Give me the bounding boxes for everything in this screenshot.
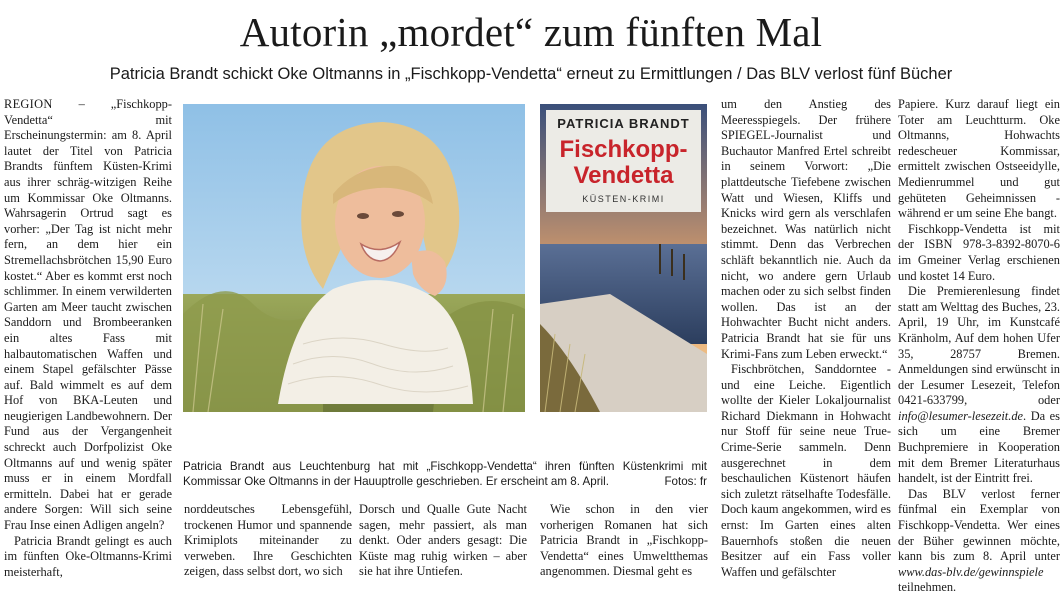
paragraph: Wie schon in den vier vorherigen Romanen hat sich Patricia Brandt in „Fischkopp-Vendetta“ eines Umweltthemas angenommen. Diesmal geht es	[540, 502, 708, 579]
dateline: REGION	[4, 97, 53, 111]
paragraph	[4, 97, 172, 534]
paragraph: Papiere. Kurz darauf liegt ein Toter am Leuchtturm. Oke Oltmanns, Hohwachts redescheuer Kommissar, ermittelt zwischen Ostseeidylle, Medienrummel und gut gehüteten Geheimnissen - während er um seine Ehe bangt.	[898, 97, 1060, 221]
paragraph-text: teilnehmen.	[898, 580, 957, 595]
cover-author: PATRICIA BRANDT	[557, 116, 690, 131]
contest-link[interactable]: www.das-blv.de/gewinnspiele	[898, 564, 1044, 579]
photo-caption	[183, 459, 707, 489]
paragraph	[898, 487, 1060, 596]
subheadline: Patricia Brandt schickt Oke Oltmanns in „Fischkopp-Vendetta“ erneut zu Ermittlungen / Das BLV verlost fünf Bücher	[109, 65, 953, 83]
book-cover	[540, 104, 707, 412]
email-link[interactable]: info@lesumer-lesezeit.de	[898, 408, 1024, 423]
paragraph-text: Das BLV verlost ferner fünfmal ein Exemplar von Fischkopp-Vendetta. Wer eines der Büher gewinnen möchte, kann bis zum 8. April unter	[898, 486, 1060, 564]
article-column-6	[898, 97, 1060, 595]
article-column-5	[721, 97, 891, 579]
photo-credit: Fotos: fr	[664, 475, 707, 488]
paragraph-text: Die Premierenlesung findet statt am Welttag des Buches, 23. April, 19 Uhr, im Kunstcafé Kränholm, Auf dem hohen Ufer 35, 28757 Bremen. Anmeldungen sind erwünscht in der Lesumer Lesezeit, Telefon 0421-633799, oder	[898, 284, 1060, 408]
caption-text: Patricia Brandt aus Leuchtenburg hat mit „Fischkopp-Vendetta“ ihren fünften Küstenkrimi mit Kommissar Oke Oltmanns in der Hauuptrolle geschrieben. Er erscheint am 8. April.	[183, 460, 707, 488]
cover-genre: KÜSTEN-KRIMI	[582, 194, 665, 204]
article-column-3	[359, 502, 527, 579]
paragraph: um den Anstieg des Meeresspiegels. Der frühere SPIEGEL-Journalist und Buchautor Manfred Ertel schreibt in seinem Vorwort: „Die plattdeutsche Tiefebene zwischen Watt und Wiesen, Kliffs und Knicks wird gern als verschlafen bezeichnet. Was natürlich nicht stimmt. Denn das Verbrechen schläft bekanntlich nie. Auch da nicht, wo andere gern Urlaub machen oder zu sich selbst finden wollen. Das ist an der Hohwachter Bucht nicht anders. Patricia Brandt hat sie für uns Krimi-Fans zum Leben erweckt.“	[721, 97, 891, 361]
article-column-2	[184, 502, 352, 579]
paragraph: norddeutsches Lebensgefühl, trockenen Humor und spannende Krimiplots miteinander zu verweben. Ihre Geschichten zeigen, dass selbst dort, wo sich	[184, 502, 352, 579]
paragraph: Fischkopp-Vendetta ist mit der ISBN 978-3-8392-8070-6 im Gmeiner Verlag erschienen und kostet 14 Euro.	[898, 221, 1060, 283]
article-column-1	[4, 97, 172, 579]
cover-title-line-2: Vendetta	[573, 162, 674, 189]
author-photo	[183, 104, 525, 412]
headline: Autorin „mordet“ zum fünften Mal	[239, 9, 823, 55]
paragraph: Patricia Brandt gelingt es auch im fünften Oke-Oltmanns-Krimi meisterhaft,	[4, 533, 172, 579]
paragraph	[898, 284, 1060, 487]
paragraph: Dorsch und Qualle Gute Nacht sagen, mehr passiert, als man denkt. Oder anders gesagt: Die Küste mag ruhig wirken – aber sie hat ihre Untiefen.	[359, 502, 527, 579]
paragraph: Fischbrötchen, Sanddorntee - und eine Leiche. Eigentlich wollte der Kieler Lokaljournalist Richard Diekmann in Hohwacht nur Stoff für seine neue True-Crime-Serie sammeln. Denn ausgerechnet in dem beschaulichen Küstenort häufen sich zuletzt rätselhafte Todesfälle. Doch kaum angekommen, wird es ernst: Im Garten eines alten Bauernhofs stoßen die neuen Besitzer auf ein Fass voller Waffen und gefälschter	[721, 362, 891, 579]
paragraph-text: – „Fischkopp-Vendetta“ mit Erscheinungstermin: am 8. April lautet der Titel von Patricia Brandts fünftem Küsten-Krimi aus ihrer schräg-witzigen Reihe um Kommissar Oke Oltmanns. Wahrsagerin Ortrud sagt es vorher: „Der Tag ist nicht mehr fern, an dem hier ein Stremellachsbrötchen 15,90 Euro kostet.“ Aber es kommt erst noch schlimmer. In einem verwilderten Garten am Meer taucht zwischen Sanddorn und Brombeeranken ein altes Fass mit halbautomatischen Waffen und einem Stapel gefälschter Pässe auf. Bald wimmelt es auf dem Hof von BKA-Leuten und neugierigen Landbewohnern. Der Fund aus der Vergangenheit schreckt auch Dorfpolizist Oke Oltmanns auf und wenig später muss er in einem Mordfall ermitteln. Dabei hat er gerade andere Sorgen: Will sich seine Frau Inse einen Adligen angeln?	[4, 97, 172, 533]
article-column-4	[540, 502, 708, 579]
cover-title-line-1: Fischkopp-	[559, 136, 688, 163]
author-photo-image	[183, 104, 525, 412]
paragraph-text: . Da es sich um eine Bremer Buchpremiere in Kooperation mit dem Bremer Literaturhaus handelt, ist der Eintritt frei.	[898, 408, 1060, 486]
